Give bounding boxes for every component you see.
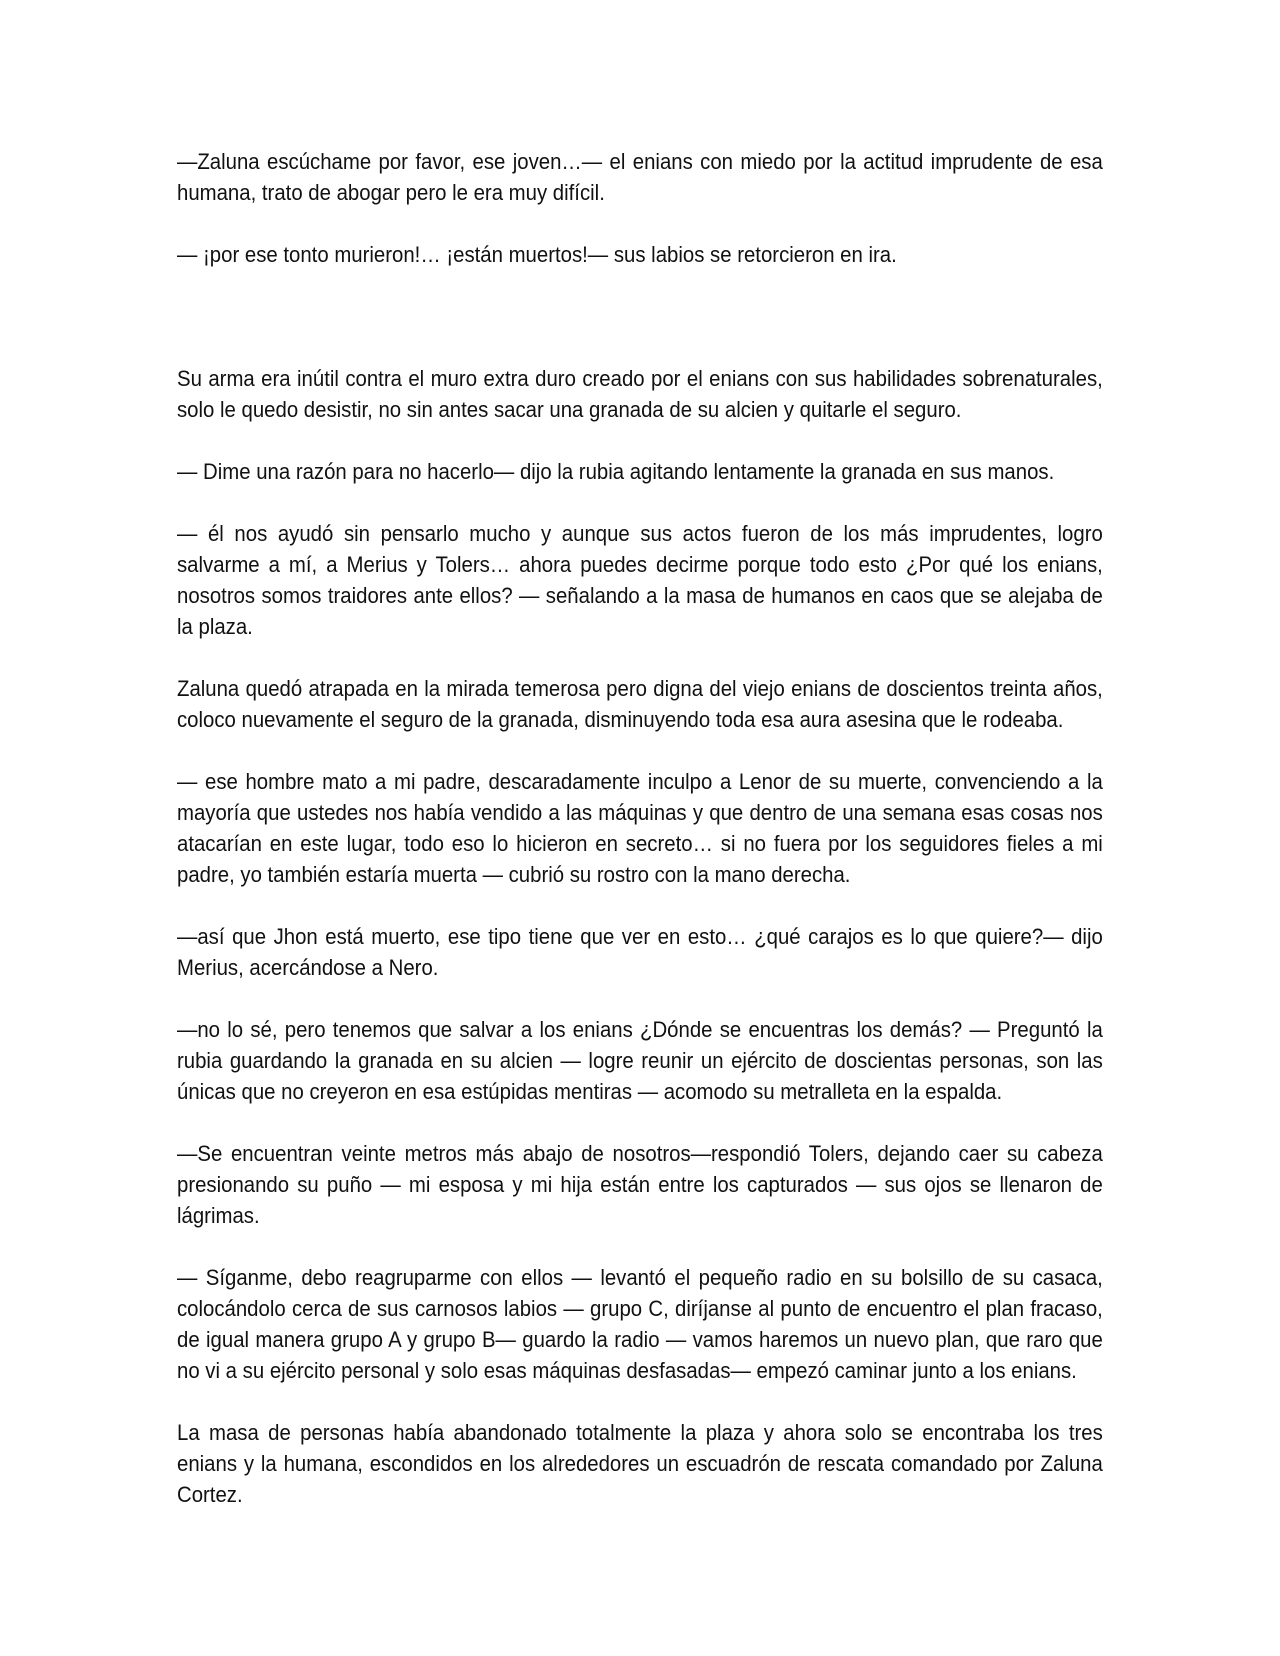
paragraph: La masa de personas había abandonado totalmente la plaza y ahora solo se encontraba los tres enians y la humana, escondidos en los alrededores un escuadrón de rescata comandado por Zaluna Cortez. [177,1420,1103,1507]
paragraph: Zaluna quedó atrapada en la mirada temerosa pero digna del viejo enians de doscientos treinta años, coloco nuevamente el seguro de la granada, disminuyendo toda esa aura asesina que le rodeaba. [177,676,1103,732]
paragraph: — ese hombre mato a mi padre, descaradamente inculpo a Lenor de su muerte, convenciendo a la mayoría que ustedes nos había vendido a las máquinas y que dentro de una semana esas cosas nos atacarían en este lugar, todo eso lo hicieron en secreto… si no fuera por los seguidores fieles a mi padre, yo también estaría muerta — cubrió su rostro con la mano derecha. [177,769,1103,887]
paragraph: —Se encuentran veinte metros más abajo de nosotros—respondió Tolers, dejando caer su cabeza presionando su puño — mi esposa y mi hija están entre los capturados — sus ojos se llenaron de lágrimas. [177,1141,1103,1228]
paragraph: —Zaluna escúchame por favor, ese joven…— el enians con miedo por la actitud imprudente de esa humana, trato de abogar pero le era muy difícil. [177,149,1103,205]
paragraph: — ¡por ese tonto murieron!… ¡están muertos!— sus labios se retorcieron en ira. [177,242,897,267]
document-body [177,146,1103,1510]
paragraph: —no lo sé, pero tenemos que salvar a los enians ¿Dónde se encuentras los demás? — Preguntó la rubia guardando la granada en su alcien — logre reunir un ejército de doscientas personas, son las únicas que no creyeron en esa estúpidas mentiras — acomodo su metralleta en la espalda. [177,1017,1103,1104]
paragraph: Su arma era inútil contra el muro extra duro creado por el enians con sus habilidades sobrenaturales, solo le quedo desistir, no sin antes sacar una granada de su alcien y quitarle el seguro. [177,366,1103,422]
paragraph: —así que Jhon está muerto, ese tipo tiene que ver en esto… ¿qué carajos es lo que quiere?— dijo Merius, acercándose a Nero. [177,924,1103,980]
paragraph: — Síganme, debo reagruparme con ellos — levantó el pequeño radio en su bolsillo de su casaca, colocándolo cerca de sus carnosos labios — grupo C, diríjanse al punto de encuentro el plan fracaso, de igual manera grupo A y grupo B— guardo la radio — vamos haremos un nuevo plan, que raro que no vi a su ejército personal y solo esas máquinas desfasadas— empezó caminar junto a los enians. [177,1265,1103,1383]
paragraph: — Dime una razón para no hacerlo— dijo la rubia agitando lentamente la granada en sus manos. [177,459,1055,484]
paragraph: — él nos ayudó sin pensarlo mucho y aunque sus actos fueron de los más imprudentes, logro salvarme a mí, a Merius y Tolers… ahora puedes decirme porque todo esto ¿Por qué los enians, nosotros somos traidores ante ellos? — señalando a la masa de humanos en caos que se alejaba de la plaza. [177,521,1103,639]
